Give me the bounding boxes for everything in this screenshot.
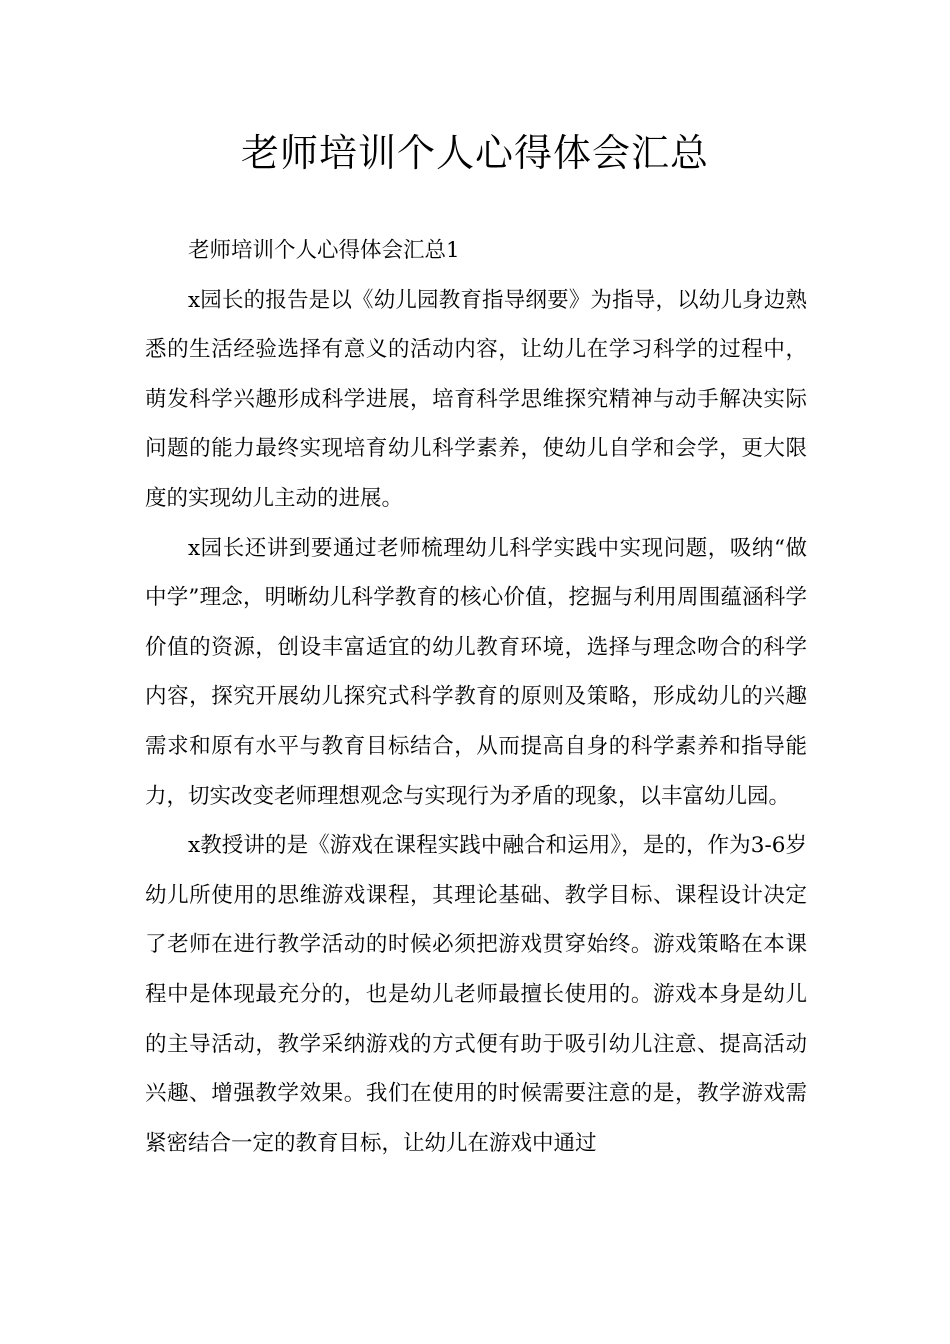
- paragraph: x教授讲的是《游戏在课程实践中融合和运用》，是的，作为3-6岁幼儿所使用的思维游戏课程，其理论基础、教学目标、课程设计决定了老师在进行教学活动的时候必须把游戏贯穿始终。游戏策略在本课程中是体现最充分的，也是幼儿老师最擅长使用的。游戏本身是幼儿的主导活动，教学采纳游戏的方式便有助于吸引幼儿注意、提高活动兴趣、增强教学效果。我们在使用的时候需要注意的是，教学游戏需紧密结合一定的教育目标，让幼儿在游戏中通过: [145, 833, 807, 1156]
- paragraph: x园长的报告是以《幼儿园教育指导纲要》为指导，以幼儿身边熟悉的生活经验选择有意义的活动内容，让幼儿在学习科学的过程中，萌发科学兴趣形成科学进展，培育科学思维探究精神与动手解决实际问题的能力最终实现培育幼儿科学素养，使幼儿自学和会学，更大限度的实现幼儿主动的进展。: [145, 287, 807, 511]
- document-body: [145, 226, 807, 1168]
- document-title: 老师培训个人心得体会汇总: [240, 131, 709, 175]
- paragraph: x园长还讲到要通过老师梳理幼儿科学实践中实现问题，吸纳“做中学”理念，明晰幼儿科学教育的核心价值，挖掘与利用周围蕴涵科学价值的资源，创设丰富适宜的幼儿教育环境，选择与理念吻合的科学内容，探究开展幼儿探究式科学教育的原则及策略，形成幼儿的兴趣需求和原有水平与教育目标结合，从而提高自身的科学素养和指导能力，切实改变老师理想观念与实现行为矛盾的现象，以丰富幼儿园。: [145, 535, 807, 809]
- section-heading: 老师培训个人心得体会汇总1: [188, 238, 460, 263]
